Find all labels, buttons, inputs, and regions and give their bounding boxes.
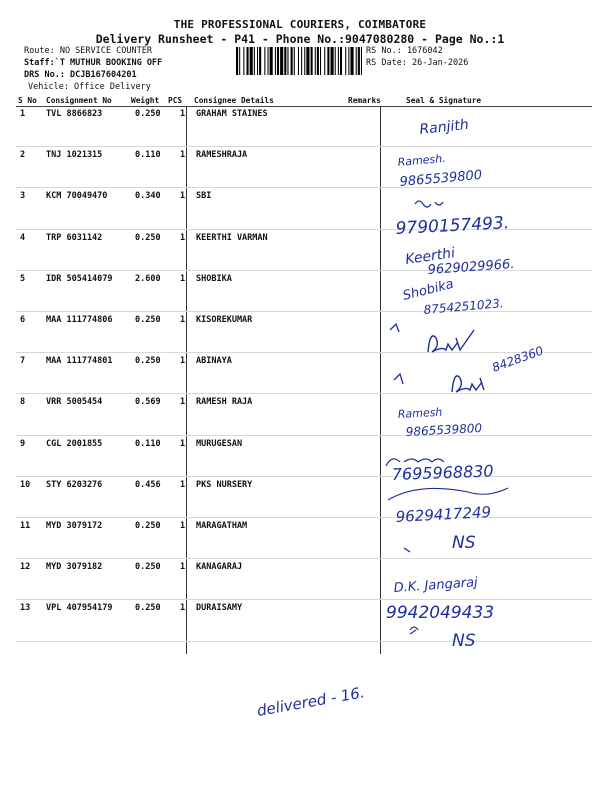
row-consignment-no: TVL 8866823 xyxy=(46,109,103,119)
row-consignment-no: MAA 111774801 xyxy=(46,356,113,367)
company-title: THE PROFESSIONAL COURIERS, COIMBATORE xyxy=(173,18,427,31)
vehicle-label: Vehicle: Office Delivery xyxy=(28,82,151,92)
row-pcs: 1 xyxy=(180,356,186,367)
row-consignment-no: VPL 407954179 xyxy=(46,603,113,614)
row-pcs: 1 xyxy=(180,109,186,119)
row-weight: 0.110 xyxy=(135,438,161,449)
runsheet-title: Delivery Runsheet - P41 - Phone No.:9047080280 - Page No.:1 xyxy=(95,32,505,46)
row-consignee: KISOREKUMAR xyxy=(196,315,253,325)
row-weight: 0.456 xyxy=(135,479,161,490)
row-sno: 11 xyxy=(20,521,31,531)
row-sno: 13 xyxy=(20,603,31,614)
col-remarks: Remarks xyxy=(348,96,381,105)
row-weight: 0.250 xyxy=(135,356,161,367)
col-sno: S No xyxy=(18,96,37,105)
signature-row-4-name: Keerthi xyxy=(404,245,456,268)
signature-row-3-scribble xyxy=(415,201,443,207)
row-sno: 8 xyxy=(20,397,26,408)
signature-row-11-mark xyxy=(404,548,410,552)
col-consignee: Consignee Details xyxy=(194,96,274,105)
signature-row-10 xyxy=(388,488,508,500)
col-weight: Weight xyxy=(131,96,160,105)
row-weight: 0.340 xyxy=(135,191,161,202)
signature-row-8-name: Ramesh xyxy=(397,405,443,421)
signature-row-1: Ranjith xyxy=(418,116,470,138)
row-weight: 0.250 xyxy=(135,521,161,531)
row-sno: 4 xyxy=(20,232,26,243)
row-pcs: 1 xyxy=(180,150,186,161)
row-consignee: ABINAYA xyxy=(196,356,232,367)
row-sno: 6 xyxy=(20,315,26,325)
row-consignment-no: KCM 70049470 xyxy=(46,191,108,202)
staff-label: Staff:`T MUTHUR BOOKING OFF xyxy=(24,58,163,68)
row-consignment-no: TNJ 1021315 xyxy=(46,150,103,161)
signature-row-8-phone: 9865539800 xyxy=(405,421,483,439)
row-consignment-no: IDR 505414079 xyxy=(46,273,113,284)
row-consignment-no: MAA 111774806 xyxy=(46,315,113,325)
row-sno: 5 xyxy=(20,273,26,284)
row-weight: 0.250 xyxy=(135,562,161,573)
row-consignee: KANAGARAJ xyxy=(196,562,243,573)
row-consignee: PKS NURSERY xyxy=(196,479,253,490)
row-sno: 10 xyxy=(20,479,31,490)
row-weight: 0.250 xyxy=(135,232,161,243)
row-consignee: SBI xyxy=(196,191,212,202)
row-sno: 9 xyxy=(20,438,26,449)
signature-row-7 xyxy=(452,376,484,392)
signature-row-12-phone: 9942049433 xyxy=(386,603,495,623)
row-consignment-no: STY 6203276 xyxy=(46,479,103,490)
row-sno: 3 xyxy=(20,191,26,202)
col-pcs: PCS xyxy=(168,96,183,105)
row-consignee: KEERTHI VARMAN xyxy=(196,232,268,243)
row-consignment-no: MYD 3079182 xyxy=(46,562,103,573)
signature-row-7-phone: 8428360 xyxy=(490,343,546,375)
row-pcs: 1 xyxy=(180,232,186,243)
row-sno: 2 xyxy=(20,150,26,161)
delivered-note: delivered - 16. xyxy=(255,683,366,720)
route-label: Route: NO SERVICE COUNTER xyxy=(24,46,152,56)
row-sno: 12 xyxy=(20,562,31,573)
row-pcs: 1 xyxy=(180,603,186,614)
row-pcs: 1 xyxy=(180,521,186,531)
row-weight: 0.250 xyxy=(135,603,161,614)
row-consignment-no: TRP 6031142 xyxy=(46,232,103,243)
row-sno: 7 xyxy=(20,356,26,367)
signature-row-13: NS xyxy=(452,631,476,651)
signature-row-13-mark xyxy=(410,627,418,634)
row-sno: 1 xyxy=(20,109,26,119)
row-pcs: 1 xyxy=(180,273,186,284)
row-weight: 0.569 xyxy=(135,397,161,408)
row-pcs: 1 xyxy=(180,315,186,325)
signature-row-4-phone: 9629029966. xyxy=(427,256,515,278)
row-weight: 0.250 xyxy=(135,109,161,119)
row-consignee: RAMESH RAJA xyxy=(196,397,253,408)
row-pcs: 1 xyxy=(180,397,186,408)
col-seal-signature: Seal & Signature xyxy=(406,96,482,105)
signature-row-9-phone: 7695968830 xyxy=(391,461,494,484)
row-pcs: 1 xyxy=(180,191,186,202)
row-weight: 0.110 xyxy=(135,150,161,161)
row-consignee: MARAGATHAM xyxy=(196,521,248,531)
row-weight: 0.250 xyxy=(135,315,161,325)
signature-row-5-name: Shobika xyxy=(401,276,456,304)
signature-row-5-phone: 8754251023. xyxy=(423,296,505,317)
row-weight: 2.600 xyxy=(135,273,161,284)
signature-row-12-name: D.K. Jangaraj xyxy=(393,575,479,596)
signature-row-11: NS xyxy=(452,533,476,553)
signature-row-6-mark xyxy=(390,324,399,332)
row-consignment-no: CGL 2001855 xyxy=(46,438,103,449)
rs-number: RS No.: 1676042 xyxy=(366,46,443,56)
signature-row-2-name: Ramesh. xyxy=(397,151,447,169)
row-pcs: 1 xyxy=(180,479,186,490)
row-consignee: GRAHAM STAINES xyxy=(196,109,268,119)
col-consignment: Consignment No xyxy=(46,96,112,105)
signature-row-7-mark xyxy=(394,374,403,384)
row-consignment-no: MYD 3079172 xyxy=(46,521,103,531)
row-consignee: DURAISAMY xyxy=(196,603,243,614)
rs-date: RS Date: 26-Jan-2026 xyxy=(366,58,469,68)
signature-row-3-phone: 9790157493. xyxy=(395,213,510,239)
row-consignment-no: VRR 5005454 xyxy=(46,397,103,408)
signature-row-10-phone: 9629417249 xyxy=(395,503,492,526)
drs-number: DRS No.: DCJB167604201 xyxy=(24,70,137,80)
signature-row-6 xyxy=(428,330,474,352)
row-consignee: MURUGESAN xyxy=(196,438,243,449)
signature-row-2-phone: 9865539800 xyxy=(399,167,483,190)
row-consignee: SHOBIKA xyxy=(196,273,232,284)
row-consignee: RAMESHRAJA xyxy=(196,150,248,161)
row-pcs: 1 xyxy=(180,562,186,573)
row-pcs: 1 xyxy=(180,438,186,449)
